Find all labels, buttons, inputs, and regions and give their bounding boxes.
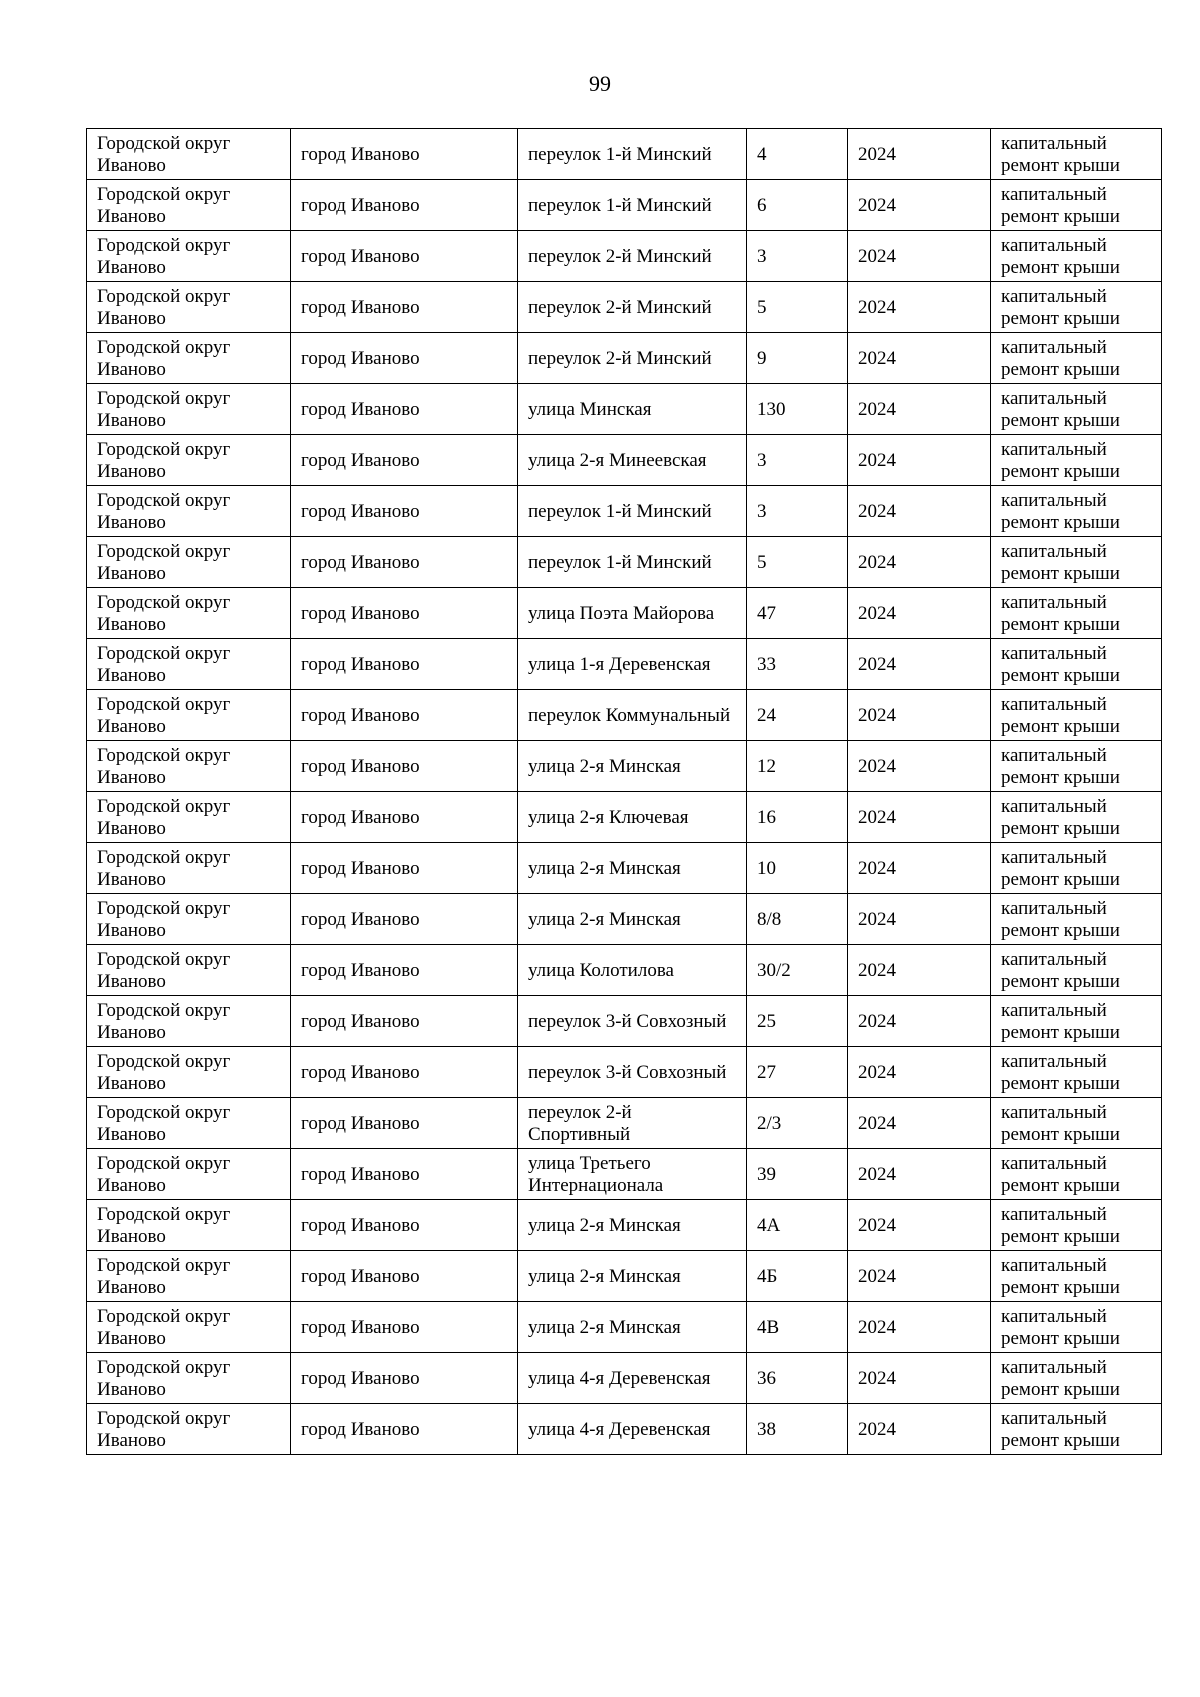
house-number-cell: 3 [747,231,848,282]
municipality-cell: Городской округ Иваново [87,333,291,384]
municipality-cell: Городской округ Иваново [87,639,291,690]
table-row [87,231,1162,282]
street-cell: переулок 2-й Минский [518,333,747,384]
work-type-cell: капитальный ремонт крыши [991,741,1162,792]
year-cell: 2024 [848,792,991,843]
locality-cell: город Иваново [291,231,518,282]
year-cell: 2024 [848,537,991,588]
house-number-cell: 38 [747,1404,848,1455]
street-cell: улица 2-я Минская [518,1200,747,1251]
table-row [87,180,1162,231]
locality-cell: город Иваново [291,129,518,180]
street-cell: переулок 1-й Минский [518,129,747,180]
year-cell: 2024 [848,333,991,384]
street-cell: улица 2-я Минская [518,741,747,792]
table-row [87,1200,1162,1251]
street-cell: переулок 1-й Минский [518,180,747,231]
municipality-cell: Городской округ Иваново [87,384,291,435]
municipality-cell: Городской округ Иваново [87,741,291,792]
locality-cell: город Иваново [291,588,518,639]
street-cell: переулок 1-й Минский [518,537,747,588]
locality-cell: город Иваново [291,1098,518,1149]
year-cell: 2024 [848,1098,991,1149]
house-number-cell: 3 [747,486,848,537]
street-cell: улица Поэта Майорова [518,588,747,639]
year-cell: 2024 [848,1200,991,1251]
house-number-cell: 4А [747,1200,848,1251]
house-number-cell: 25 [747,996,848,1047]
year-cell: 2024 [848,1302,991,1353]
table-row [87,741,1162,792]
work-type-cell: капитальный ремонт крыши [991,1251,1162,1302]
locality-cell: город Иваново [291,1200,518,1251]
street-cell: улица Колотилова [518,945,747,996]
work-type-cell: капитальный ремонт крыши [991,1353,1162,1404]
table-row [87,1353,1162,1404]
locality-cell: город Иваново [291,180,518,231]
work-type-cell: капитальный ремонт крыши [991,486,1162,537]
street-cell: улица 2-я Минеевская [518,435,747,486]
work-type-cell: капитальный ремонт крыши [991,894,1162,945]
year-cell: 2024 [848,741,991,792]
year-cell: 2024 [848,1149,991,1200]
street-cell: улица 1-я Деревенская [518,639,747,690]
work-type-cell: капитальный ремонт крыши [991,1047,1162,1098]
locality-cell: город Иваново [291,486,518,537]
municipality-cell: Городской округ Иваново [87,1251,291,1302]
municipality-cell: Городской округ Иваново [87,588,291,639]
year-cell: 2024 [848,996,991,1047]
locality-cell: город Иваново [291,1404,518,1455]
municipality-cell: Городской округ Иваново [87,1149,291,1200]
street-cell: улица 2-я Минская [518,1302,747,1353]
table-row [87,588,1162,639]
work-type-cell: капитальный ремонт крыши [991,945,1162,996]
locality-cell: город Иваново [291,843,518,894]
year-cell: 2024 [848,180,991,231]
locality-cell: город Иваново [291,1251,518,1302]
house-number-cell: 5 [747,282,848,333]
year-cell: 2024 [848,588,991,639]
year-cell: 2024 [848,1047,991,1098]
street-cell: переулок 2-й Минский [518,231,747,282]
street-cell: улица 2-я Ключевая [518,792,747,843]
house-number-cell: 4 [747,129,848,180]
municipality-cell: Городской округ Иваново [87,945,291,996]
table-row [87,1047,1162,1098]
locality-cell: город Иваново [291,1353,518,1404]
house-number-cell: 4В [747,1302,848,1353]
street-cell: переулок 2-й Минский [518,282,747,333]
locality-cell: город Иваново [291,690,518,741]
work-type-cell: капитальный ремонт крыши [991,1404,1162,1455]
year-cell: 2024 [848,435,991,486]
house-number-cell: 2/3 [747,1098,848,1149]
municipality-cell: Городской округ Иваново [87,435,291,486]
house-number-cell: 33 [747,639,848,690]
locality-cell: город Иваново [291,639,518,690]
locality-cell: город Иваново [291,792,518,843]
municipality-cell: Городской округ Иваново [87,1047,291,1098]
table-row [87,1149,1162,1200]
street-cell: улица 4-я Деревенская [518,1404,747,1455]
house-number-cell: 27 [747,1047,848,1098]
house-number-cell: 12 [747,741,848,792]
street-cell: улица Минская [518,384,747,435]
municipality-cell: Городской округ Иваново [87,690,291,741]
house-number-cell: 5 [747,537,848,588]
locality-cell: город Иваново [291,333,518,384]
year-cell: 2024 [848,1404,991,1455]
house-number-cell: 10 [747,843,848,894]
table-row [87,384,1162,435]
work-type-cell: капитальный ремонт крыши [991,231,1162,282]
locality-cell: город Иваново [291,1302,518,1353]
municipality-cell: Городской округ Иваново [87,996,291,1047]
house-number-cell: 4Б [747,1251,848,1302]
work-type-cell: капитальный ремонт крыши [991,129,1162,180]
table-row [87,333,1162,384]
work-type-cell: капитальный ремонт крыши [991,435,1162,486]
repair-schedule-table [86,128,1162,1455]
house-number-cell: 24 [747,690,848,741]
year-cell: 2024 [848,384,991,435]
locality-cell: город Иваново [291,945,518,996]
year-cell: 2024 [848,1251,991,1302]
locality-cell: город Иваново [291,435,518,486]
municipality-cell: Городской округ Иваново [87,843,291,894]
locality-cell: город Иваново [291,1047,518,1098]
house-number-cell: 16 [747,792,848,843]
table-row [87,1302,1162,1353]
locality-cell: город Иваново [291,282,518,333]
table-row [87,435,1162,486]
work-type-cell: капитальный ремонт крыши [991,537,1162,588]
municipality-cell: Городской округ Иваново [87,180,291,231]
table-row [87,1251,1162,1302]
table-body [87,129,1162,1455]
work-type-cell: капитальный ремонт крыши [991,792,1162,843]
street-cell: переулок 1-й Минский [518,486,747,537]
house-number-cell: 9 [747,333,848,384]
year-cell: 2024 [848,639,991,690]
street-cell: улица 2-я Минская [518,843,747,894]
municipality-cell: Городской округ Иваново [87,537,291,588]
municipality-cell: Городской округ Иваново [87,1200,291,1251]
house-number-cell: 8/8 [747,894,848,945]
year-cell: 2024 [848,486,991,537]
locality-cell: город Иваново [291,996,518,1047]
year-cell: 2024 [848,129,991,180]
house-number-cell: 6 [747,180,848,231]
work-type-cell: капитальный ремонт крыши [991,1302,1162,1353]
table-row [87,894,1162,945]
municipality-cell: Городской округ Иваново [87,129,291,180]
street-cell: переулок 2-й Спортивный [518,1098,747,1149]
street-cell: переулок 3-й Совхозный [518,996,747,1047]
year-cell: 2024 [848,945,991,996]
work-type-cell: капитальный ремонт крыши [991,996,1162,1047]
table-row [87,537,1162,588]
year-cell: 2024 [848,690,991,741]
municipality-cell: Городской округ Иваново [87,792,291,843]
work-type-cell: капитальный ремонт крыши [991,1149,1162,1200]
municipality-cell: Городской округ Иваново [87,1404,291,1455]
table-row [87,843,1162,894]
work-type-cell: капитальный ремонт крыши [991,588,1162,639]
year-cell: 2024 [848,282,991,333]
locality-cell: город Иваново [291,537,518,588]
municipality-cell: Городской округ Иваново [87,1098,291,1149]
table-row [87,639,1162,690]
locality-cell: город Иваново [291,894,518,945]
house-number-cell: 30/2 [747,945,848,996]
work-type-cell: капитальный ремонт крыши [991,1098,1162,1149]
year-cell: 2024 [848,843,991,894]
house-number-cell: 47 [747,588,848,639]
municipality-cell: Городской округ Иваново [87,231,291,282]
locality-cell: город Иваново [291,384,518,435]
street-cell: улица 2-я Минская [518,894,747,945]
table-row [87,945,1162,996]
table-row [87,129,1162,180]
house-number-cell: 3 [747,435,848,486]
table-row [87,996,1162,1047]
table-row [87,1098,1162,1149]
work-type-cell: капитальный ремонт крыши [991,180,1162,231]
street-cell: улица 2-я Минская [518,1251,747,1302]
table-row [87,1404,1162,1455]
table-row [87,792,1162,843]
house-number-cell: 36 [747,1353,848,1404]
year-cell: 2024 [848,894,991,945]
year-cell: 2024 [848,1353,991,1404]
street-cell: переулок 3-й Совхозный [518,1047,747,1098]
street-cell: улица 4-я Деревенская [518,1353,747,1404]
street-cell: улица Третьего Интернационала [518,1149,747,1200]
municipality-cell: Городской округ Иваново [87,1353,291,1404]
work-type-cell: капитальный ремонт крыши [991,1200,1162,1251]
work-type-cell: капитальный ремонт крыши [991,690,1162,741]
locality-cell: город Иваново [291,741,518,792]
work-type-cell: капитальный ремонт крыши [991,333,1162,384]
street-cell: переулок Коммунальный [518,690,747,741]
municipality-cell: Городской округ Иваново [87,282,291,333]
page-number: 99 [589,71,611,96]
year-cell: 2024 [848,231,991,282]
municipality-cell: Городской округ Иваново [87,894,291,945]
work-type-cell: капитальный ремонт крыши [991,843,1162,894]
work-type-cell: капитальный ремонт крыши [991,282,1162,333]
municipality-cell: Городской округ Иваново [87,486,291,537]
work-type-cell: капитальный ремонт крыши [991,639,1162,690]
work-type-cell: капитальный ремонт крыши [991,384,1162,435]
house-number-cell: 130 [747,384,848,435]
table-row [87,690,1162,741]
table-row [87,282,1162,333]
table-row [87,486,1162,537]
municipality-cell: Городской округ Иваново [87,1302,291,1353]
locality-cell: город Иваново [291,1149,518,1200]
house-number-cell: 39 [747,1149,848,1200]
